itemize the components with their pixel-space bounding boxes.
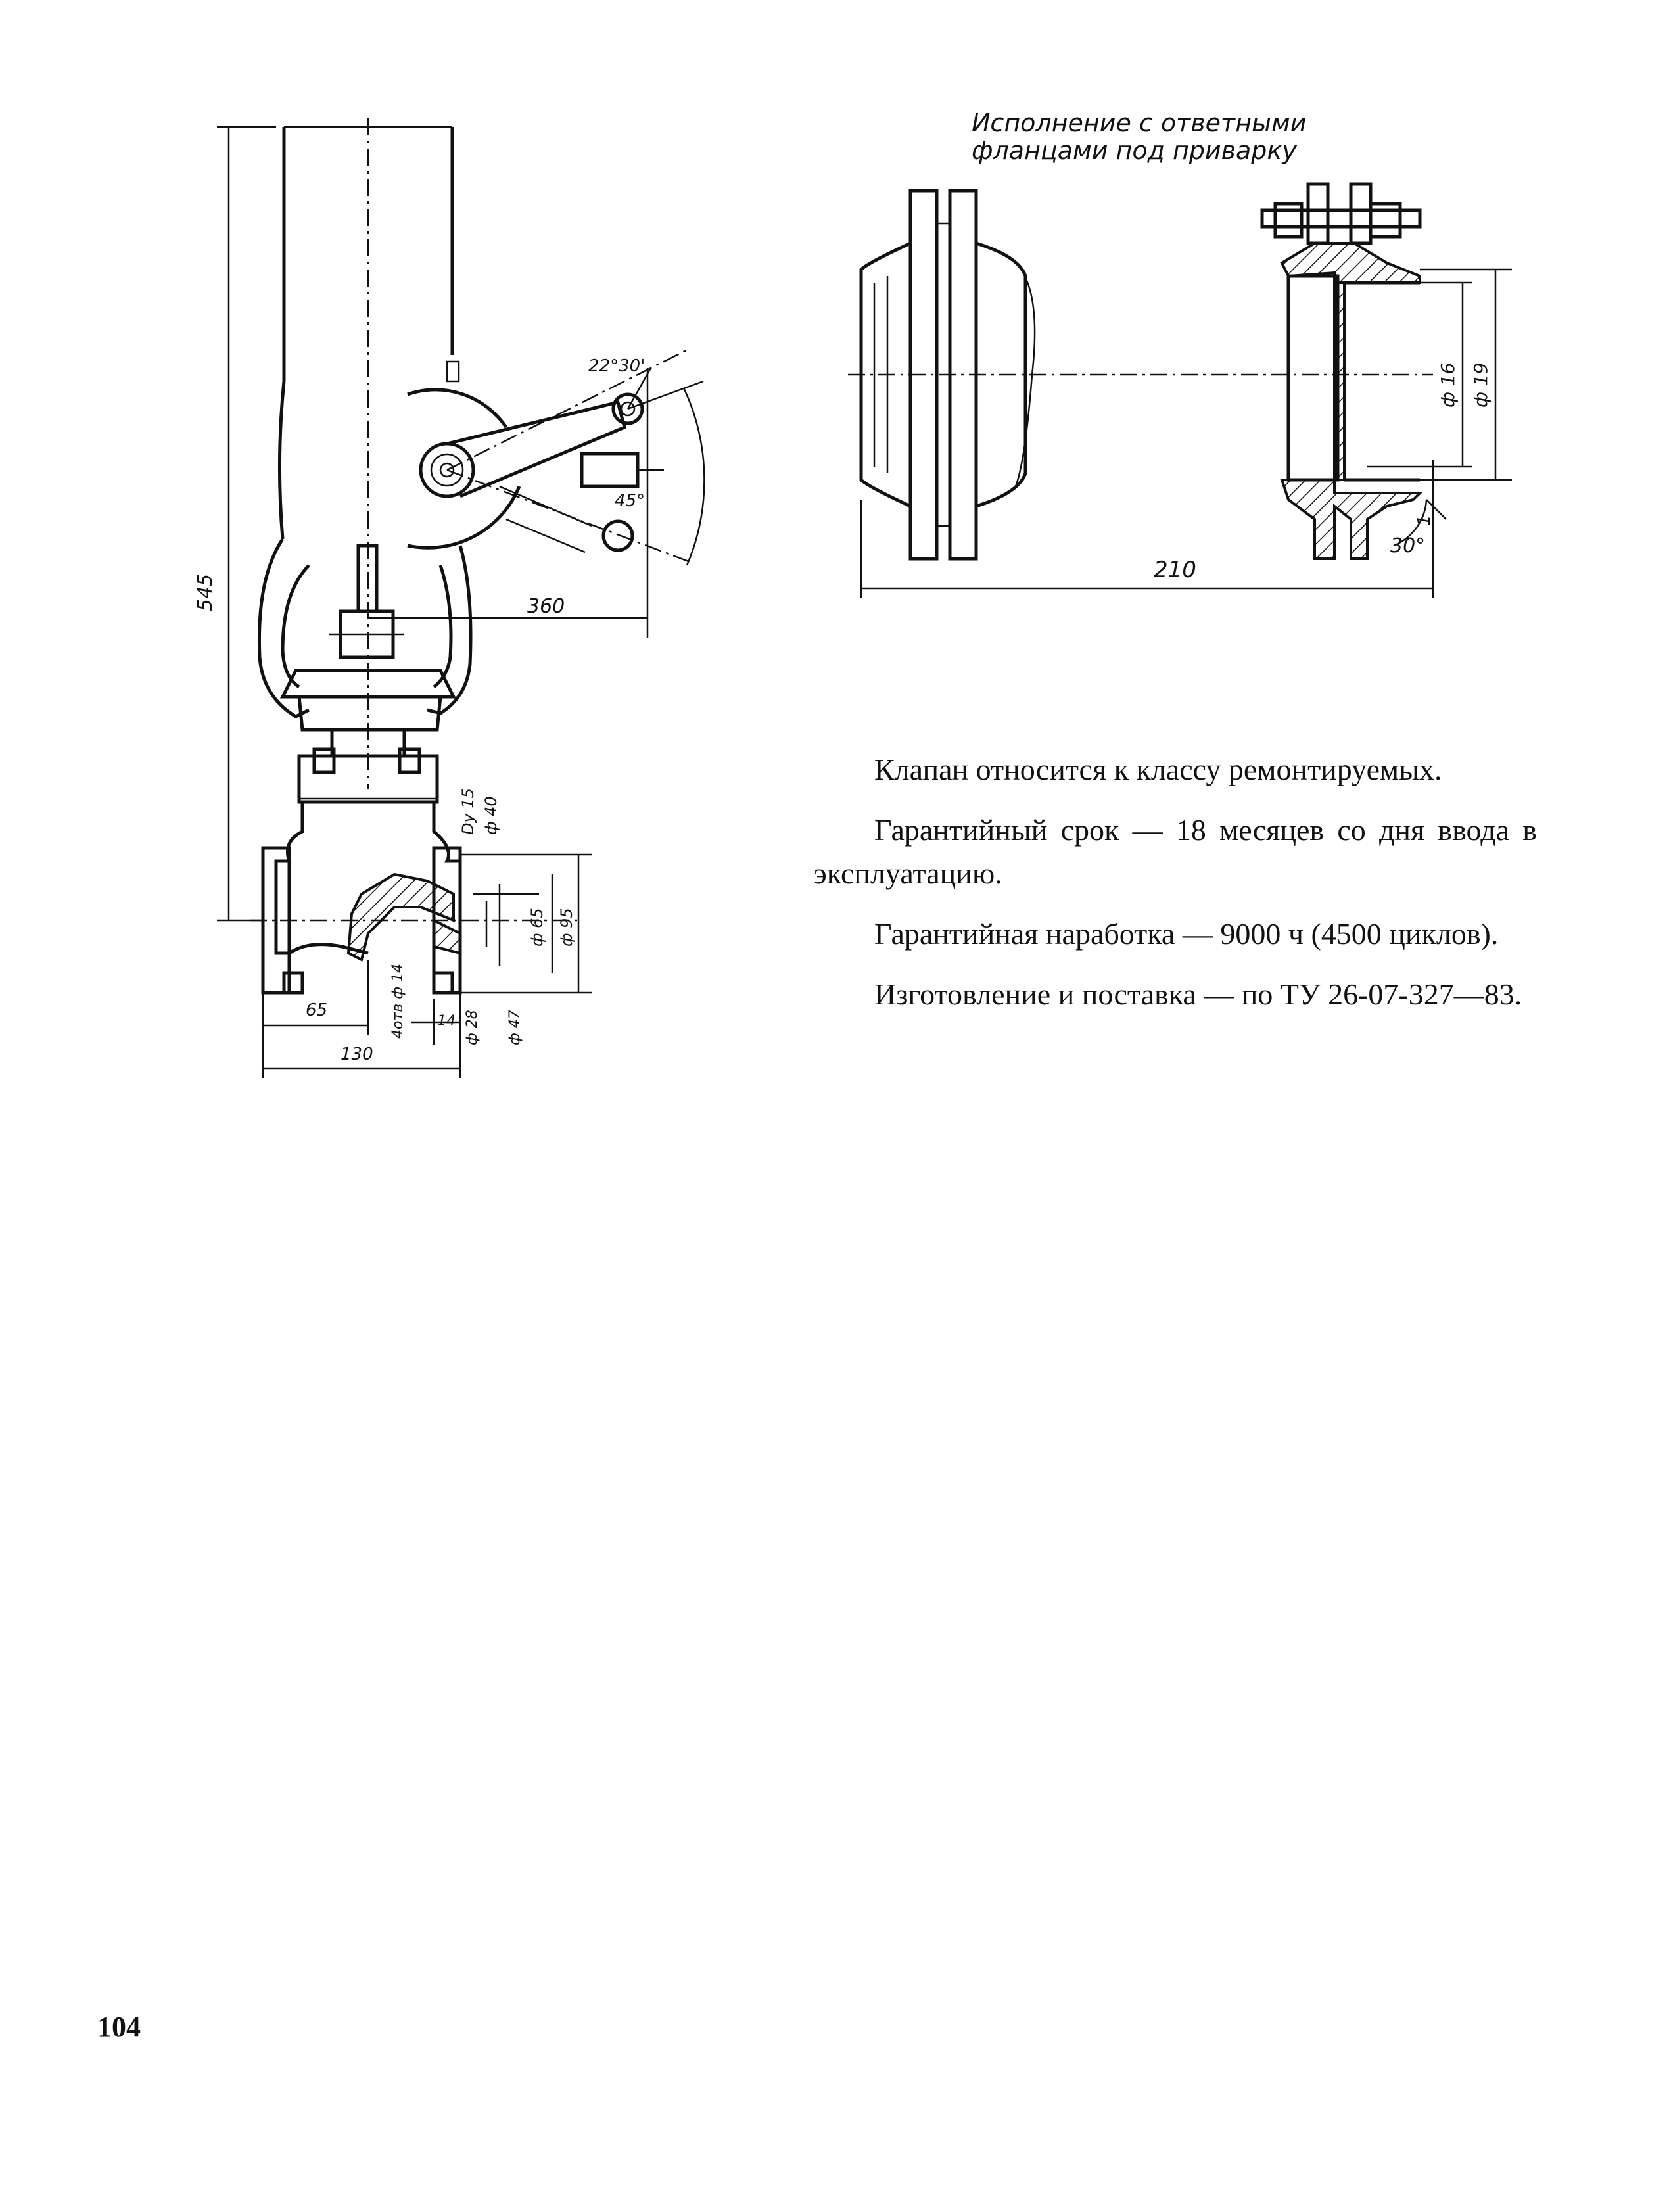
dim-d40: ф 40 xyxy=(482,796,500,835)
dim-angle-22: 22°30' xyxy=(588,356,646,376)
dim-d95: ф 95 xyxy=(557,908,576,947)
dim-step-1: 1 xyxy=(1415,515,1434,526)
caption-line-2: фланцами под приварку xyxy=(972,136,1297,165)
dim-height-545: 545 xyxy=(194,573,217,611)
dim-dn15: Dy 15 xyxy=(459,788,477,835)
dim-lever-360: 360 xyxy=(527,595,565,618)
paragraph-3: Гарантийная наработка — 9000 ч (4500 циклов). xyxy=(874,917,1499,951)
dim-angle-30: 30° xyxy=(1390,534,1426,557)
dim-d19: ф 19 xyxy=(1470,362,1492,408)
dim-angle-45: 45° xyxy=(615,491,646,511)
paragraph-2: Гарантийный срок — 18 месяцев со дня ввода в эксплуатацию. xyxy=(814,813,1537,890)
dim-half-65: 65 xyxy=(306,1000,328,1020)
dim-d65: ф 65 xyxy=(528,908,546,947)
dim-total-130: 130 xyxy=(341,1045,373,1064)
dim-d47: ф 47 xyxy=(507,1010,523,1045)
right-drawing-labels xyxy=(0,0,1669,657)
dim-holes: 4отв ф 14 xyxy=(390,963,406,1039)
paragraph-1: Клапан относится к классу ремонтируемых. xyxy=(874,753,1442,786)
page-number: 104 xyxy=(97,2011,141,2043)
body-text xyxy=(814,748,1537,1033)
paragraph-4: Изготовление и поставка — по ТУ 26-07-327—83. xyxy=(874,977,1522,1011)
dim-d16: ф 16 xyxy=(1437,362,1459,408)
dim-length-210: 210 xyxy=(1154,557,1196,583)
caption-line-1: Исполнение с ответными xyxy=(972,108,1307,137)
dim-flange-14: 14 xyxy=(437,1013,456,1029)
dim-d28: ф 28 xyxy=(464,1010,481,1045)
